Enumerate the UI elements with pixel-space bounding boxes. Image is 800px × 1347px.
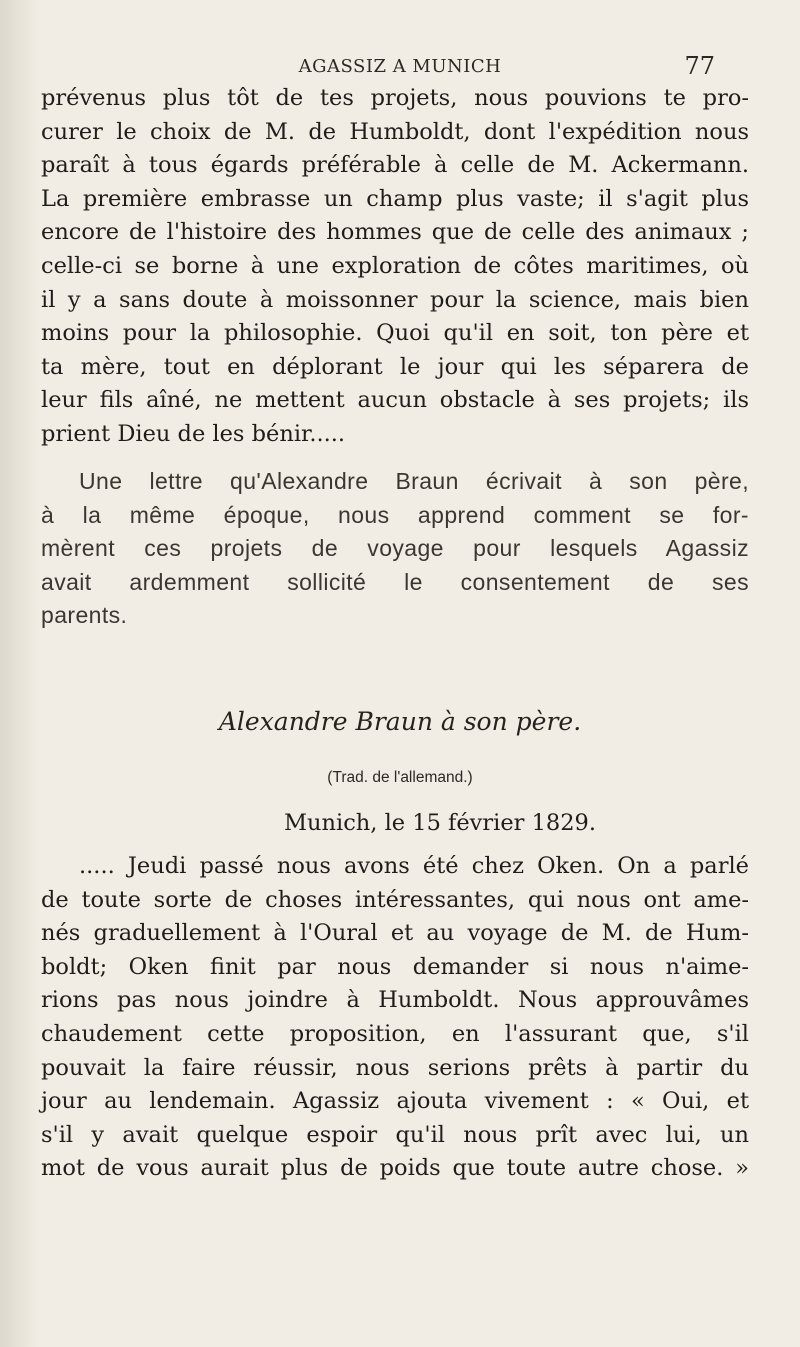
text-line: mot de vous aurait plus de poids que toute autre chose. » — [41, 1155, 749, 1182]
text-line: à la même époque, nous apprend comment se for- — [41, 501, 749, 528]
paragraph-narrative — [41, 465, 749, 633]
text-line: rions pas nous joindre à Humboldt. Nous approuvâmes — [41, 987, 749, 1014]
text-line: s'il y avait quelque espoir qu'il nous prît avec lui, un — [41, 1121, 749, 1148]
text-line: Une lettre qu'Alexandre Braun écrivait à son père, — [79, 468, 749, 494]
text-line: paraît à tous égards préférable à celle de M. Ackermann. — [41, 152, 749, 179]
text-line: encore de l'histoire des hommes que de celle des animaux ; — [41, 219, 749, 246]
text-line: prient Dieu de les bénir..... — [41, 420, 346, 447]
page-header — [0, 52, 800, 86]
paragraph-continued — [41, 82, 749, 452]
text-line: leur fils aîné, ne mettent aucun obstacle à ses projets; ils — [41, 387, 749, 414]
text-line: prévenus plus tôt de tes projets, nous pouvions te pro- — [41, 85, 749, 111]
letter-dateline: Munich, le 15 février 1829. — [283, 810, 596, 836]
text-line: avait ardemment sollicité le consentement de ses — [41, 568, 749, 595]
page-number: 77 — [684, 52, 715, 80]
text-line: La première embrasse un champ plus vaste; il s'agit plus — [41, 185, 749, 212]
text-line: de toute sorte de choses intéressantes, qui nous ont ame- — [41, 886, 749, 913]
text-line: boldt; Oken finit par nous demander si nous n'aime- — [41, 953, 749, 980]
text-line: mèrent ces projets de voyage pour lesquels Agassiz — [41, 535, 749, 562]
translation-note: (Trad. de l'allemand.) — [327, 769, 473, 786]
text-line: pouvait la faire réussir, nous serions prêts à partir du — [41, 1054, 749, 1081]
running-head: AGASSIZ A MUNICH — [298, 56, 502, 77]
text-line: celle-ci se borne à une exploration de côtes maritimes, où — [41, 252, 749, 279]
paragraph-letter-body — [41, 850, 749, 1186]
text-line: curer le choix de M. de Humboldt, dont l'expédition nous — [41, 118, 749, 145]
letter-title: Alexandre Braun à son père. — [218, 707, 582, 736]
text-line: parents. — [41, 602, 128, 629]
text-line: il y a sans doute à moissonner pour la science, mais bien — [41, 286, 749, 313]
text-line: nés graduellement à l'Oural et au voyage de M. de Hum- — [41, 920, 749, 947]
text-line: ta mère, tout en déplorant le jour qui les séparera de — [41, 353, 749, 380]
text-line: moins pour la philosophie. Quoi qu'il en soit, ton père et — [41, 320, 749, 347]
text-line: ..... Jeudi passé nous avons été chez Oken. On a parlé — [79, 853, 749, 879]
text-line: jour au lendemain. Agassiz ajouta vivement : « Oui, et — [41, 1088, 749, 1115]
text-line: chaudement cette proposition, en l'assurant que, s'il — [41, 1020, 749, 1047]
page-edge-shadow — [0, 0, 40, 1347]
